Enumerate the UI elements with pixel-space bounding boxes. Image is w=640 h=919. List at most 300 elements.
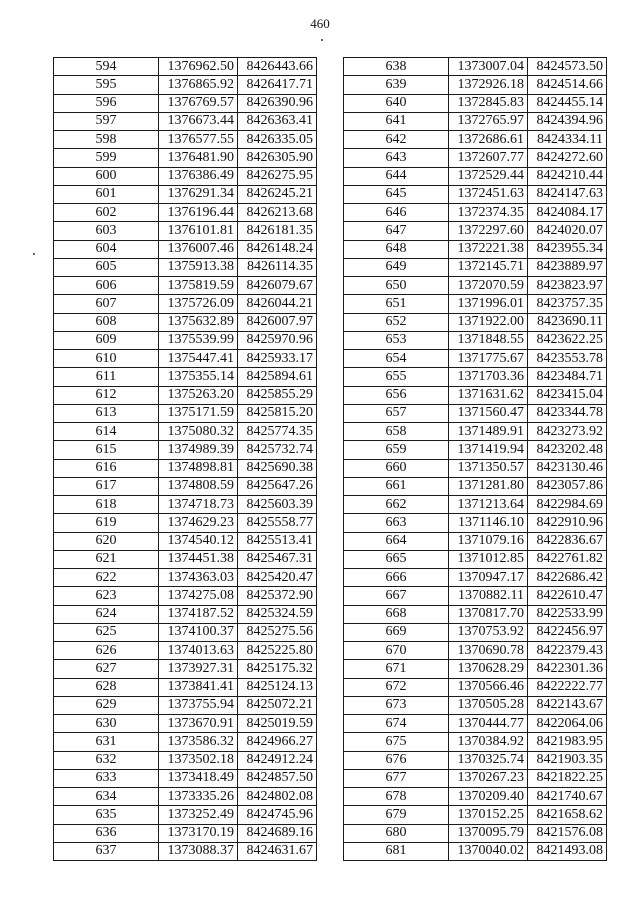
table-row bbox=[344, 678, 607, 696]
table-row bbox=[344, 550, 607, 568]
table-row bbox=[344, 404, 607, 422]
point-number-cell: 667 bbox=[344, 587, 449, 605]
x-coordinate-cell: 1371631.62 bbox=[449, 386, 528, 404]
table-row bbox=[54, 277, 317, 295]
x-coordinate-cell: 1371419.94 bbox=[449, 441, 528, 459]
point-number-cell: 619 bbox=[54, 514, 159, 532]
table-row bbox=[344, 660, 607, 678]
point-number-cell: 676 bbox=[344, 751, 449, 769]
x-coordinate-cell: 1376291.34 bbox=[159, 185, 238, 203]
x-coordinate-cell: 1370753.92 bbox=[449, 623, 528, 641]
point-number-cell: 656 bbox=[344, 386, 449, 404]
x-coordinate-cell: 1376481.90 bbox=[159, 149, 238, 167]
y-coordinate-cell: 8421493.08 bbox=[528, 842, 607, 860]
table-row bbox=[54, 112, 317, 130]
point-number-cell: 605 bbox=[54, 258, 159, 276]
y-coordinate-cell: 8422910.96 bbox=[528, 514, 607, 532]
point-number-cell: 624 bbox=[54, 605, 159, 623]
point-number-cell: 654 bbox=[344, 350, 449, 368]
x-coordinate-cell: 1372374.35 bbox=[449, 204, 528, 222]
x-coordinate-cell: 1375726.09 bbox=[159, 295, 238, 313]
x-coordinate-cell: 1375447.41 bbox=[159, 350, 238, 368]
x-coordinate-cell: 1371146.10 bbox=[449, 514, 528, 532]
table-row bbox=[344, 477, 607, 495]
y-coordinate-cell: 8423130.46 bbox=[528, 459, 607, 477]
table-row bbox=[344, 386, 607, 404]
point-number-cell: 664 bbox=[344, 532, 449, 550]
x-coordinate-cell: 1372765.97 bbox=[449, 112, 528, 130]
point-number-cell: 643 bbox=[344, 149, 449, 167]
x-coordinate-cell: 1375632.89 bbox=[159, 313, 238, 331]
table-row bbox=[54, 733, 317, 751]
table-row bbox=[54, 404, 317, 422]
y-coordinate-cell: 8426443.66 bbox=[238, 58, 317, 76]
x-coordinate-cell: 1376769.57 bbox=[159, 94, 238, 112]
point-number-cell: 663 bbox=[344, 514, 449, 532]
table-row bbox=[54, 532, 317, 550]
point-number-cell: 595 bbox=[54, 76, 159, 94]
y-coordinate-cell: 8422379.43 bbox=[528, 642, 607, 660]
y-coordinate-cell: 8425072.21 bbox=[238, 696, 317, 714]
table-row bbox=[54, 587, 317, 605]
table-row bbox=[344, 496, 607, 514]
y-coordinate-cell: 8422610.47 bbox=[528, 587, 607, 605]
y-coordinate-cell: 8424272.60 bbox=[528, 149, 607, 167]
point-number-cell: 673 bbox=[344, 696, 449, 714]
table-row bbox=[344, 842, 607, 860]
y-coordinate-cell: 8424573.50 bbox=[528, 58, 607, 76]
point-number-cell: 620 bbox=[54, 532, 159, 550]
point-number-cell: 642 bbox=[344, 131, 449, 149]
x-coordinate-cell: 1376865.92 bbox=[159, 76, 238, 94]
table-row bbox=[54, 788, 317, 806]
x-coordinate-cell: 1373335.26 bbox=[159, 788, 238, 806]
x-coordinate-cell: 1370505.28 bbox=[449, 696, 528, 714]
y-coordinate-cell: 8423823.97 bbox=[528, 277, 607, 295]
y-coordinate-cell: 8421740.67 bbox=[528, 788, 607, 806]
point-number-cell: 601 bbox=[54, 185, 159, 203]
x-coordinate-cell: 1370095.79 bbox=[449, 824, 528, 842]
x-coordinate-cell: 1376962.50 bbox=[159, 58, 238, 76]
y-coordinate-cell: 8424514.66 bbox=[528, 76, 607, 94]
x-coordinate-cell: 1373670.91 bbox=[159, 715, 238, 733]
point-number-cell: 612 bbox=[54, 386, 159, 404]
y-coordinate-cell: 8426245.21 bbox=[238, 185, 317, 203]
point-number-cell: 672 bbox=[344, 678, 449, 696]
x-coordinate-cell: 1375171.59 bbox=[159, 404, 238, 422]
point-number-cell: 617 bbox=[54, 477, 159, 495]
x-coordinate-cell: 1371560.47 bbox=[449, 404, 528, 422]
table-body-left bbox=[54, 58, 317, 861]
y-coordinate-cell: 8425690.38 bbox=[238, 459, 317, 477]
point-number-cell: 630 bbox=[54, 715, 159, 733]
point-number-cell: 626 bbox=[54, 642, 159, 660]
x-coordinate-cell: 1370628.29 bbox=[449, 660, 528, 678]
x-coordinate-cell: 1370267.23 bbox=[449, 769, 528, 787]
point-number-cell: 631 bbox=[54, 733, 159, 751]
y-coordinate-cell: 8422456.97 bbox=[528, 623, 607, 641]
x-coordinate-cell: 1374540.12 bbox=[159, 532, 238, 550]
point-number-cell: 660 bbox=[344, 459, 449, 477]
table-row bbox=[344, 824, 607, 842]
table-row bbox=[54, 605, 317, 623]
point-number-cell: 622 bbox=[54, 569, 159, 587]
table-row bbox=[344, 204, 607, 222]
table-row bbox=[54, 76, 317, 94]
y-coordinate-cell: 8424857.50 bbox=[238, 769, 317, 787]
point-number-cell: 662 bbox=[344, 496, 449, 514]
point-number-cell: 671 bbox=[344, 660, 449, 678]
x-coordinate-cell: 1370947.17 bbox=[449, 569, 528, 587]
x-coordinate-cell: 1371922.00 bbox=[449, 313, 528, 331]
table-row bbox=[344, 532, 607, 550]
table-row bbox=[54, 769, 317, 787]
point-number-cell: 670 bbox=[344, 642, 449, 660]
y-coordinate-cell: 8426390.96 bbox=[238, 94, 317, 112]
y-coordinate-cell: 8426363.41 bbox=[238, 112, 317, 130]
point-number-cell: 633 bbox=[54, 769, 159, 787]
y-coordinate-cell: 8423622.25 bbox=[528, 331, 607, 349]
table-row bbox=[344, 185, 607, 203]
y-coordinate-cell: 8426181.35 bbox=[238, 222, 317, 240]
table-row bbox=[344, 94, 607, 112]
y-coordinate-cell: 8425558.77 bbox=[238, 514, 317, 532]
point-number-cell: 625 bbox=[54, 623, 159, 641]
y-coordinate-cell: 8423202.48 bbox=[528, 441, 607, 459]
x-coordinate-cell: 1376101.81 bbox=[159, 222, 238, 240]
x-coordinate-cell: 1370040.02 bbox=[449, 842, 528, 860]
y-coordinate-cell: 8422984.69 bbox=[528, 496, 607, 514]
table-row bbox=[54, 131, 317, 149]
x-coordinate-cell: 1375355.14 bbox=[159, 368, 238, 386]
y-coordinate-cell: 8421983.95 bbox=[528, 733, 607, 751]
table-row bbox=[54, 477, 317, 495]
point-number-cell: 634 bbox=[54, 788, 159, 806]
y-coordinate-cell: 8422143.67 bbox=[528, 696, 607, 714]
point-number-cell: 644 bbox=[344, 167, 449, 185]
y-coordinate-cell: 8426079.67 bbox=[238, 277, 317, 295]
x-coordinate-cell: 1370209.40 bbox=[449, 788, 528, 806]
table-row bbox=[344, 587, 607, 605]
table-row bbox=[54, 204, 317, 222]
x-coordinate-cell: 1370882.11 bbox=[449, 587, 528, 605]
table-row bbox=[344, 459, 607, 477]
table-row bbox=[344, 806, 607, 824]
y-coordinate-cell: 8426417.71 bbox=[238, 76, 317, 94]
point-number-cell: 677 bbox=[344, 769, 449, 787]
table-row bbox=[344, 167, 607, 185]
x-coordinate-cell: 1372221.38 bbox=[449, 240, 528, 258]
x-coordinate-cell: 1370690.78 bbox=[449, 642, 528, 660]
table-row bbox=[344, 368, 607, 386]
point-number-cell: 658 bbox=[344, 423, 449, 441]
y-coordinate-cell: 8426114.35 bbox=[238, 258, 317, 276]
table-row bbox=[344, 715, 607, 733]
table-row bbox=[344, 423, 607, 441]
point-number-cell: 638 bbox=[344, 58, 449, 76]
table-row bbox=[54, 240, 317, 258]
point-number-cell: 678 bbox=[344, 788, 449, 806]
table-row bbox=[344, 441, 607, 459]
table-row bbox=[344, 331, 607, 349]
point-number-cell: 649 bbox=[344, 258, 449, 276]
x-coordinate-cell: 1374100.37 bbox=[159, 623, 238, 641]
point-number-cell: 674 bbox=[344, 715, 449, 733]
point-number-cell: 650 bbox=[344, 277, 449, 295]
x-coordinate-cell: 1373502.18 bbox=[159, 751, 238, 769]
table-row bbox=[54, 222, 317, 240]
y-coordinate-cell: 8423553.78 bbox=[528, 350, 607, 368]
table-row bbox=[54, 678, 317, 696]
x-coordinate-cell: 1373841.41 bbox=[159, 678, 238, 696]
y-coordinate-cell: 8425774.35 bbox=[238, 423, 317, 441]
table-row bbox=[54, 550, 317, 568]
table-row bbox=[344, 76, 607, 94]
table-row bbox=[54, 842, 317, 860]
y-coordinate-cell: 8425019.59 bbox=[238, 715, 317, 733]
point-number-cell: 645 bbox=[344, 185, 449, 203]
x-coordinate-cell: 1374898.81 bbox=[159, 459, 238, 477]
y-coordinate-cell: 8424745.96 bbox=[238, 806, 317, 824]
coordinates-table-right bbox=[343, 57, 607, 861]
coordinates-table-left bbox=[53, 57, 317, 861]
x-coordinate-cell: 1375539.99 bbox=[159, 331, 238, 349]
table-row bbox=[54, 459, 317, 477]
x-coordinate-cell: 1373927.31 bbox=[159, 660, 238, 678]
x-coordinate-cell: 1372145.71 bbox=[449, 258, 528, 276]
x-coordinate-cell: 1376673.44 bbox=[159, 112, 238, 130]
y-coordinate-cell: 8426305.90 bbox=[238, 149, 317, 167]
point-number-cell: 665 bbox=[344, 550, 449, 568]
point-number-cell: 636 bbox=[54, 824, 159, 842]
y-coordinate-cell: 8425225.80 bbox=[238, 642, 317, 660]
table-row bbox=[54, 441, 317, 459]
table-row bbox=[344, 222, 607, 240]
x-coordinate-cell: 1374363.03 bbox=[159, 569, 238, 587]
point-number-cell: 635 bbox=[54, 806, 159, 824]
point-number-cell: 632 bbox=[54, 751, 159, 769]
point-number-cell: 611 bbox=[54, 368, 159, 386]
y-coordinate-cell: 8425372.90 bbox=[238, 587, 317, 605]
x-coordinate-cell: 1374187.52 bbox=[159, 605, 238, 623]
y-coordinate-cell: 8425815.20 bbox=[238, 404, 317, 422]
table-row bbox=[54, 806, 317, 824]
y-coordinate-cell: 8426275.95 bbox=[238, 167, 317, 185]
x-coordinate-cell: 1375819.59 bbox=[159, 277, 238, 295]
y-coordinate-cell: 8422301.36 bbox=[528, 660, 607, 678]
x-coordinate-cell: 1373418.49 bbox=[159, 769, 238, 787]
point-number-cell: 602 bbox=[54, 204, 159, 222]
table-row bbox=[54, 696, 317, 714]
point-number-cell: 651 bbox=[344, 295, 449, 313]
point-number-cell: 666 bbox=[344, 569, 449, 587]
table-row bbox=[344, 623, 607, 641]
point-number-cell: 648 bbox=[344, 240, 449, 258]
x-coordinate-cell: 1374808.59 bbox=[159, 477, 238, 495]
table-row bbox=[344, 258, 607, 276]
y-coordinate-cell: 8423757.35 bbox=[528, 295, 607, 313]
y-coordinate-cell: 8423415.04 bbox=[528, 386, 607, 404]
table-row bbox=[344, 769, 607, 787]
point-number-cell: 614 bbox=[54, 423, 159, 441]
point-number-cell: 640 bbox=[344, 94, 449, 112]
y-coordinate-cell: 8425647.26 bbox=[238, 477, 317, 495]
table-row bbox=[344, 295, 607, 313]
y-coordinate-cell: 8422836.67 bbox=[528, 532, 607, 550]
table-row bbox=[54, 642, 317, 660]
table-row bbox=[344, 277, 607, 295]
y-coordinate-cell: 8425467.31 bbox=[238, 550, 317, 568]
point-number-cell: 629 bbox=[54, 696, 159, 714]
table-row bbox=[344, 313, 607, 331]
point-number-cell: 606 bbox=[54, 277, 159, 295]
x-coordinate-cell: 1370566.46 bbox=[449, 678, 528, 696]
table-row bbox=[54, 496, 317, 514]
scan-speck bbox=[321, 39, 323, 41]
point-number-cell: 652 bbox=[344, 313, 449, 331]
table-row bbox=[54, 569, 317, 587]
x-coordinate-cell: 1370384.92 bbox=[449, 733, 528, 751]
table-row bbox=[54, 623, 317, 641]
y-coordinate-cell: 8424631.67 bbox=[238, 842, 317, 860]
x-coordinate-cell: 1371996.01 bbox=[449, 295, 528, 313]
x-coordinate-cell: 1376386.49 bbox=[159, 167, 238, 185]
x-coordinate-cell: 1372926.18 bbox=[449, 76, 528, 94]
point-number-cell: 668 bbox=[344, 605, 449, 623]
point-number-cell: 639 bbox=[344, 76, 449, 94]
point-number-cell: 653 bbox=[344, 331, 449, 349]
y-coordinate-cell: 8424210.44 bbox=[528, 167, 607, 185]
y-coordinate-cell: 8421903.35 bbox=[528, 751, 607, 769]
x-coordinate-cell: 1371848.55 bbox=[449, 331, 528, 349]
y-coordinate-cell: 8425324.59 bbox=[238, 605, 317, 623]
y-coordinate-cell: 8424394.96 bbox=[528, 112, 607, 130]
y-coordinate-cell: 8421822.25 bbox=[528, 769, 607, 787]
x-coordinate-cell: 1373007.04 bbox=[449, 58, 528, 76]
x-coordinate-cell: 1371281.80 bbox=[449, 477, 528, 495]
table-row bbox=[344, 733, 607, 751]
point-number-cell: 610 bbox=[54, 350, 159, 368]
point-number-cell: 596 bbox=[54, 94, 159, 112]
point-number-cell: 616 bbox=[54, 459, 159, 477]
table-row bbox=[54, 751, 317, 769]
table-row bbox=[344, 569, 607, 587]
table-row bbox=[54, 295, 317, 313]
point-number-cell: 646 bbox=[344, 204, 449, 222]
y-coordinate-cell: 8422064.06 bbox=[528, 715, 607, 733]
x-coordinate-cell: 1374013.63 bbox=[159, 642, 238, 660]
y-coordinate-cell: 8424802.08 bbox=[238, 788, 317, 806]
x-coordinate-cell: 1373252.49 bbox=[159, 806, 238, 824]
y-coordinate-cell: 8424334.11 bbox=[528, 131, 607, 149]
x-coordinate-cell: 1371079.16 bbox=[449, 532, 528, 550]
point-number-cell: 669 bbox=[344, 623, 449, 641]
x-coordinate-cell: 1372451.63 bbox=[449, 185, 528, 203]
table-row bbox=[54, 185, 317, 203]
y-coordinate-cell: 8421576.08 bbox=[528, 824, 607, 842]
point-number-cell: 604 bbox=[54, 240, 159, 258]
y-coordinate-cell: 8423955.34 bbox=[528, 240, 607, 258]
y-coordinate-cell: 8425175.32 bbox=[238, 660, 317, 678]
x-coordinate-cell: 1371213.64 bbox=[449, 496, 528, 514]
x-coordinate-cell: 1376577.55 bbox=[159, 131, 238, 149]
table-row bbox=[344, 112, 607, 130]
table-row bbox=[344, 514, 607, 532]
y-coordinate-cell: 8424084.17 bbox=[528, 204, 607, 222]
point-number-cell: 641 bbox=[344, 112, 449, 130]
table-row bbox=[344, 240, 607, 258]
point-number-cell: 681 bbox=[344, 842, 449, 860]
y-coordinate-cell: 8425124.13 bbox=[238, 678, 317, 696]
table-row bbox=[344, 350, 607, 368]
x-coordinate-cell: 1372845.83 bbox=[449, 94, 528, 112]
point-number-cell: 623 bbox=[54, 587, 159, 605]
x-coordinate-cell: 1376196.44 bbox=[159, 204, 238, 222]
point-number-cell: 607 bbox=[54, 295, 159, 313]
y-coordinate-cell: 8424912.24 bbox=[238, 751, 317, 769]
point-number-cell: 618 bbox=[54, 496, 159, 514]
y-coordinate-cell: 8424147.63 bbox=[528, 185, 607, 203]
x-coordinate-cell: 1375913.38 bbox=[159, 258, 238, 276]
y-coordinate-cell: 8426213.68 bbox=[238, 204, 317, 222]
x-coordinate-cell: 1375263.20 bbox=[159, 386, 238, 404]
x-coordinate-cell: 1374275.08 bbox=[159, 587, 238, 605]
x-coordinate-cell: 1375080.32 bbox=[159, 423, 238, 441]
table-row bbox=[54, 423, 317, 441]
y-coordinate-cell: 8425420.47 bbox=[238, 569, 317, 587]
y-coordinate-cell: 8425855.29 bbox=[238, 386, 317, 404]
table-row bbox=[54, 331, 317, 349]
point-number-cell: 628 bbox=[54, 678, 159, 696]
x-coordinate-cell: 1370444.77 bbox=[449, 715, 528, 733]
table-row bbox=[54, 149, 317, 167]
y-coordinate-cell: 8425275.56 bbox=[238, 623, 317, 641]
point-number-cell: 598 bbox=[54, 131, 159, 149]
x-coordinate-cell: 1372686.61 bbox=[449, 131, 528, 149]
y-coordinate-cell: 8422761.82 bbox=[528, 550, 607, 568]
y-coordinate-cell: 8423484.71 bbox=[528, 368, 607, 386]
y-coordinate-cell: 8423690.11 bbox=[528, 313, 607, 331]
point-number-cell: 597 bbox=[54, 112, 159, 130]
y-coordinate-cell: 8426044.21 bbox=[238, 295, 317, 313]
point-number-cell: 613 bbox=[54, 404, 159, 422]
y-coordinate-cell: 8426335.05 bbox=[238, 131, 317, 149]
table-row bbox=[54, 386, 317, 404]
table-row bbox=[344, 696, 607, 714]
y-coordinate-cell: 8426148.24 bbox=[238, 240, 317, 258]
x-coordinate-cell: 1371012.85 bbox=[449, 550, 528, 568]
x-coordinate-cell: 1373088.37 bbox=[159, 842, 238, 860]
y-coordinate-cell: 8422533.99 bbox=[528, 605, 607, 623]
y-coordinate-cell: 8424966.27 bbox=[238, 733, 317, 751]
x-coordinate-cell: 1372529.44 bbox=[449, 167, 528, 185]
x-coordinate-cell: 1373170.19 bbox=[159, 824, 238, 842]
table-row bbox=[344, 751, 607, 769]
x-coordinate-cell: 1373755.94 bbox=[159, 696, 238, 714]
point-number-cell: 615 bbox=[54, 441, 159, 459]
y-coordinate-cell: 8425603.39 bbox=[238, 496, 317, 514]
point-number-cell: 680 bbox=[344, 824, 449, 842]
x-coordinate-cell: 1370152.25 bbox=[449, 806, 528, 824]
x-coordinate-cell: 1374718.73 bbox=[159, 496, 238, 514]
y-coordinate-cell: 8423344.78 bbox=[528, 404, 607, 422]
scan-speck bbox=[33, 253, 35, 255]
point-number-cell: 621 bbox=[54, 550, 159, 568]
table-row bbox=[54, 660, 317, 678]
table-row bbox=[344, 788, 607, 806]
table-body-right bbox=[344, 58, 607, 861]
y-coordinate-cell: 8421658.62 bbox=[528, 806, 607, 824]
